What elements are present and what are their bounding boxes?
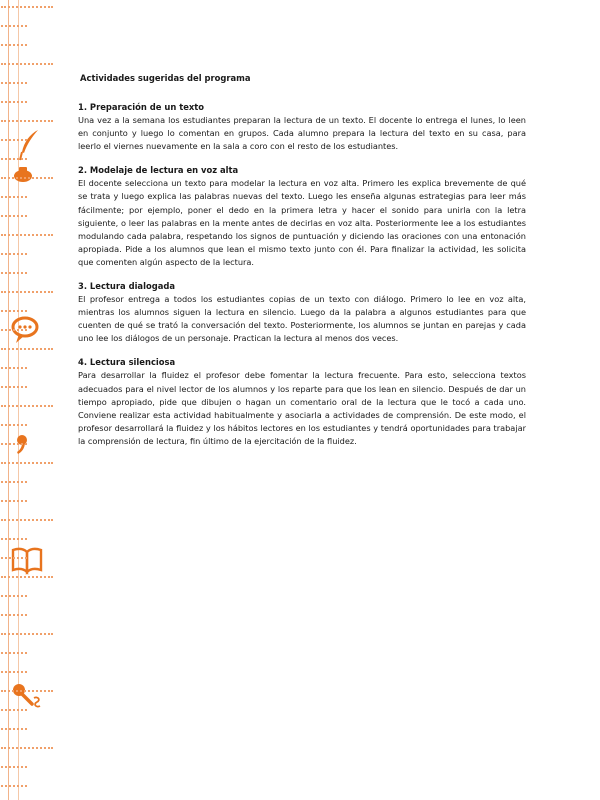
- binding-tick: [1, 120, 53, 122]
- binding-tick: [1, 101, 27, 103]
- binding-tick: [1, 348, 53, 350]
- binding-tick: [1, 500, 27, 502]
- section-heading: 3. Lectura dialogada: [78, 281, 176, 292]
- binding-tick: [1, 44, 27, 46]
- binding-tick: [1, 405, 53, 407]
- binding-tick: [1, 690, 53, 692]
- binding-tick: [1, 367, 27, 369]
- binding-tick: [1, 709, 27, 711]
- binding-tick: [1, 63, 53, 65]
- section-paragraph: Una vez a la semana los estudiantes preparan la lectura de un texto. El docente lo entrega el lunes, lo leen en conjunto y luego lo comentan en grupos. Cada alumno prepara la lectura del texto en su casa, para leerlo el viernes nuevamente en la sala a coro con el resto de los estudiantes.: [78, 115, 526, 152]
- binding-tick: [1, 329, 27, 331]
- binding-tick: [1, 728, 27, 730]
- binding-tick: [1, 576, 53, 578]
- binding-tick: [1, 196, 27, 198]
- binding-tick: [1, 633, 53, 635]
- binding-tick: [1, 747, 53, 749]
- binding-tick: [1, 386, 27, 388]
- section-paragraph: El docente selecciona un texto para modelar la lectura en voz alta. Primero les explica brevemente de qué se trata y luego explica las palabras nuevas del texto. Luego les enseña algunas estrategias para leer más fácilmente; por ejemplo, poner el dedo en la primera letra y hacer el sonido para unirla con la letra siguiente, o leer las palabras en la mente antes de decirlas en voz alta. Posteriormente lee a los estudiantes modulando cada palabra, respetando los signos de puntuación y diciendo las oraciones con una entonación apropiada. Pide a los alumnos que lean el mismo texto junto con él. Para finalizar la actividad, les solicita que comenten algún aspecto de la lectura.: [78, 178, 526, 267]
- ink-pot-icon: [10, 156, 44, 190]
- section-paragraph: Para desarrollar la fluidez el profesor debe fomentar la lectura frecuente. Para esto, selecciona textos adecuados para el nivel lector de los alumnos y los reparte para que los lean en silencio. Después de dar un tiempo apropiado, pide que dibujen o hagan un comentario oral de la lectura que le tocó a cada uno. Conviene realizar esta actividad habitualmente y asociarla a actividades de comprensión. De este modo, el profesor desarrollará la fluidez y los hábitos lectores en los estudiantes y tendrá oportunidades para trabajar la comprensión de lectura, fin último de la ejercitación de la fluidez.: [78, 370, 526, 446]
- binding-tick: [1, 215, 27, 217]
- comma-icon: [10, 430, 44, 464]
- binding-tick: [1, 538, 27, 540]
- binding-tick: [1, 25, 27, 27]
- binding-tick: [1, 519, 53, 521]
- section-preparacion: [78, 101, 526, 153]
- binding-tick: [1, 82, 27, 84]
- section-heading: 1. Preparación de un texto: [78, 102, 205, 113]
- binding-tick: [1, 234, 53, 236]
- open-book-icon: [10, 542, 44, 576]
- binding-tick: [1, 595, 27, 597]
- section-paragraph: El profesor entrega a todos los estudiantes copias de un texto con diálogo. Primero lo lee en voz alta, mientras los alumnos siguen la lectura en silencio. Luego da la palabra a algunos estudiantes para que cuenten de qué se trató la conversación del texto. Posteriormente, los alumnos se juntan en parejas y cada uno lee los diálogos de un personaje. Practican la lectura al menos dos veces.: [78, 294, 526, 344]
- page-title: Actividades sugeridas del programa: [80, 73, 251, 83]
- binding-tick: [1, 253, 27, 255]
- binding-tick: [1, 177, 53, 179]
- binding-tick: [1, 481, 27, 483]
- binding-tick: [1, 6, 53, 8]
- binding-tick: [1, 462, 53, 464]
- notebook-binding: [0, 0, 60, 800]
- binding-tick: [1, 310, 27, 312]
- binding-tick: [1, 614, 27, 616]
- binding-tick: [1, 671, 27, 673]
- binding-tick: [1, 272, 27, 274]
- document-body: [78, 72, 526, 459]
- binding-tick: [1, 291, 53, 293]
- section-heading: 4. Lectura silenciosa: [78, 357, 176, 368]
- section-lectura-dialogada: [78, 280, 526, 345]
- binding-tick: [1, 557, 27, 559]
- binding-tick: [1, 158, 27, 160]
- binding-tick: [1, 652, 27, 654]
- section-lectura-silenciosa: [78, 356, 526, 448]
- section-modelaje: [78, 164, 526, 269]
- binding-tick: [1, 785, 27, 787]
- binding-tick: [1, 766, 27, 768]
- binding-tick: [1, 443, 27, 445]
- binding-tick: [1, 424, 27, 426]
- binding-tick: [1, 139, 27, 141]
- section-heading: 2. Modelaje de lectura en voz alta: [78, 165, 239, 176]
